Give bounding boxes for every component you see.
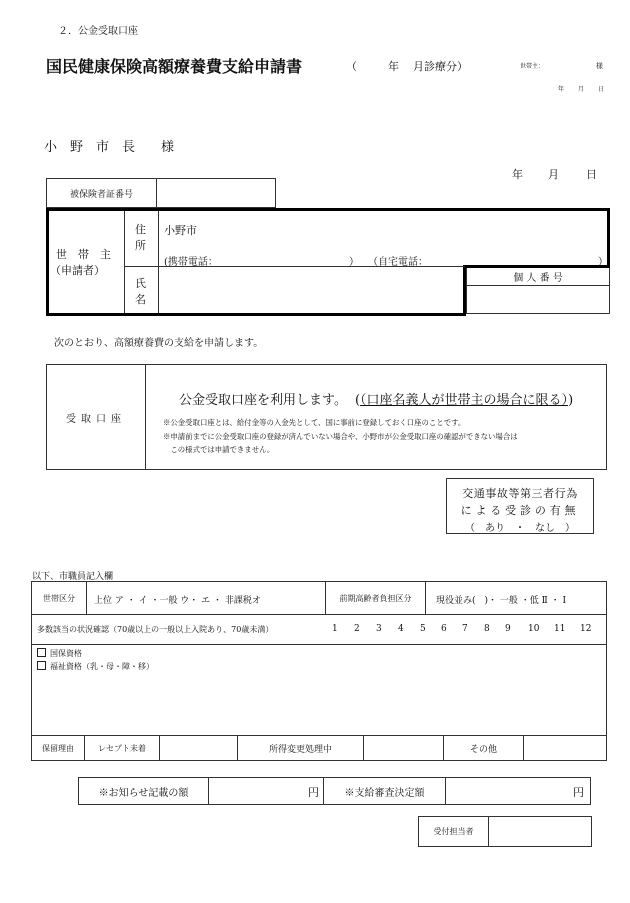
traffic-accident-line1: 交通事故等第三者行為 xyxy=(462,487,578,500)
household-head-sama: 様 xyxy=(596,62,603,70)
mobile-phone-label: (携帯電話： xyxy=(164,257,218,268)
individual-number-label: 個 人 番 号 xyxy=(513,273,563,284)
checkbox-fukushi-label: 福祉資格（乳・母・障・移） xyxy=(50,662,154,671)
staff-table xyxy=(31,581,607,761)
period-year-label: 年 xyxy=(388,60,399,73)
month-6: 6 xyxy=(441,624,447,634)
hold-reason-label: 保留理由 xyxy=(42,743,74,753)
receiving-account-label: 受取口座 xyxy=(66,413,126,425)
checkbox-box[interactable] xyxy=(37,648,46,657)
checkbox-box[interactable] xyxy=(37,661,46,670)
divider xyxy=(158,211,159,313)
applicant-group-label-2: （申請者） xyxy=(50,264,105,277)
checkbox-fukushi[interactable] xyxy=(37,661,154,672)
month-9: 9 xyxy=(505,624,511,634)
staff-row-1 xyxy=(32,582,606,615)
month-2: 2 xyxy=(354,624,360,634)
insured-number-box xyxy=(46,178,276,208)
month-12: 12 xyxy=(580,624,592,634)
checkbox-kokuho[interactable] xyxy=(37,648,82,659)
hold-reason-label-cell xyxy=(32,736,85,760)
notice-amount-label: ※お知らせ記載の額 xyxy=(98,787,189,799)
month-8: 8 xyxy=(484,624,490,634)
household-class-options: 上位 ア ・ イ ・一般 ウ・ エ ・ 非課税オ xyxy=(94,596,261,606)
receiving-account-main-text: 公金受取口座を利用します。 xyxy=(179,393,347,408)
request-statement: 次のとおり、高額療養費の支給を申請します。 xyxy=(54,338,264,349)
receiving-account-condition: (（口座名義人が世帯主の場合に限る）) xyxy=(354,393,574,408)
receiving-account-note1: ※公金受取口座とは、給付金等の入金先として、国に事前に登録しておく口座のことです。 xyxy=(163,418,466,427)
period-month-label: 月診療分） xyxy=(413,60,468,73)
top-year-label: 年 xyxy=(558,86,565,93)
form-title: 国民健康保険高額療養費支給申請書 xyxy=(46,57,303,76)
receiving-account-note3: この様式では申請できません。 xyxy=(163,445,275,454)
checkbox-kokuho-label: 国保資格 xyxy=(50,649,82,658)
month-5: 5 xyxy=(420,624,426,634)
date-day-label: 日 xyxy=(586,168,597,181)
applicant-group-label-1: 世 帯 主 xyxy=(56,248,111,261)
address-label: 住所 xyxy=(135,223,146,252)
date-year-label: 年 xyxy=(512,168,523,181)
individual-number-header xyxy=(467,268,609,286)
home-phone-close: ） xyxy=(598,257,608,268)
month-7: 7 xyxy=(462,624,468,634)
name-label: 氏名 xyxy=(135,277,146,306)
receiving-account-note2: ※申請前までに公金受取口座の登録が済んでいない場合や、小野市が公金受取口座の確認ができない場合は xyxy=(163,432,518,441)
date-month-label: 月 xyxy=(548,168,559,181)
staff-section-label: 以下、市職員記入欄 xyxy=(32,572,114,582)
staff-row-4 xyxy=(32,736,606,760)
receiving-account-label-cell xyxy=(47,365,146,469)
traffic-accident-line2: による受診の有無 xyxy=(460,504,580,517)
reception-box xyxy=(418,816,592,847)
address-value[interactable]: 小野市 xyxy=(164,224,197,237)
multiple-label: 多数該当の状況確認（70歳以上の一般以上入院あり、70歳未満） xyxy=(37,625,274,634)
decision-amount-label-cell xyxy=(324,778,446,804)
home-phone-label: （自宅電話： xyxy=(368,257,428,268)
individual-number-box xyxy=(466,268,610,314)
staff-row-2 xyxy=(32,615,606,645)
section-label: ２．公金受取口座 xyxy=(58,26,138,37)
household-class-label-cell xyxy=(32,582,87,614)
decision-yen-label: 円 xyxy=(573,786,584,799)
other-label-cell xyxy=(444,736,524,760)
receipt-input[interactable] xyxy=(160,736,238,760)
addressee: 小 野 市 長 様 xyxy=(44,140,175,155)
other-input[interactable] xyxy=(524,736,606,760)
reception-input[interactable] xyxy=(489,817,591,846)
receiving-account-box xyxy=(46,364,607,470)
traffic-accident-box xyxy=(446,478,594,534)
income-change-label: 所得変更処理中 xyxy=(268,744,332,755)
month-10: 10 xyxy=(528,624,540,634)
notice-amount-input[interactable] xyxy=(209,778,324,804)
reception-label: 受付担当者 xyxy=(433,827,474,836)
receiving-account-condition-underlined: （口座名義人が世帯主の場合に限る） xyxy=(360,393,569,408)
month-11: 11 xyxy=(554,624,566,634)
month-3: 3 xyxy=(376,624,382,634)
decision-amount-input[interactable] xyxy=(446,778,590,804)
month-4: 4 xyxy=(398,624,404,634)
top-month-label: 月 xyxy=(578,86,585,93)
reception-label-cell xyxy=(419,817,489,846)
divider xyxy=(124,211,125,313)
insured-number-label: 被保険者証番号 xyxy=(69,189,133,200)
notice-yen-label: 円 xyxy=(308,786,319,799)
individual-number-input[interactable] xyxy=(467,286,609,314)
income-change-label-cell xyxy=(238,736,364,760)
decision-amount-label: ※支給審査決定額 xyxy=(344,787,425,799)
income-change-input[interactable] xyxy=(364,736,444,760)
elderly-burden-options: 現役並み( )・ 一般 ・低 Ⅱ ・ Ⅰ xyxy=(436,596,566,606)
other-label: その他 xyxy=(469,744,497,755)
top-day-label: 日 xyxy=(598,86,605,93)
amounts-box xyxy=(78,777,591,805)
elderly-burden-label: 前期高齢者負担区分 xyxy=(339,593,412,603)
staff-row-3 xyxy=(32,645,606,736)
elderly-burden-label-cell xyxy=(325,582,426,614)
receipt-label: レセプト未着 xyxy=(98,743,146,753)
insured-number-label-cell xyxy=(47,179,157,207)
receipt-label-cell xyxy=(85,736,160,760)
household-head-label: 世帯主： xyxy=(520,63,545,70)
name-input[interactable] xyxy=(162,270,458,310)
period-open: （ xyxy=(346,60,357,73)
mobile-phone-close: ） xyxy=(349,257,359,268)
insured-number-input[interactable] xyxy=(157,179,275,207)
month-1: 1 xyxy=(332,624,338,634)
receiving-account-main xyxy=(179,389,573,408)
household-class-label: 世帯区分 xyxy=(43,593,75,603)
applicant-box-top xyxy=(46,208,610,268)
notice-amount-label-cell xyxy=(79,778,209,804)
traffic-accident-line3: （ あり ・ なし ） xyxy=(465,523,575,534)
